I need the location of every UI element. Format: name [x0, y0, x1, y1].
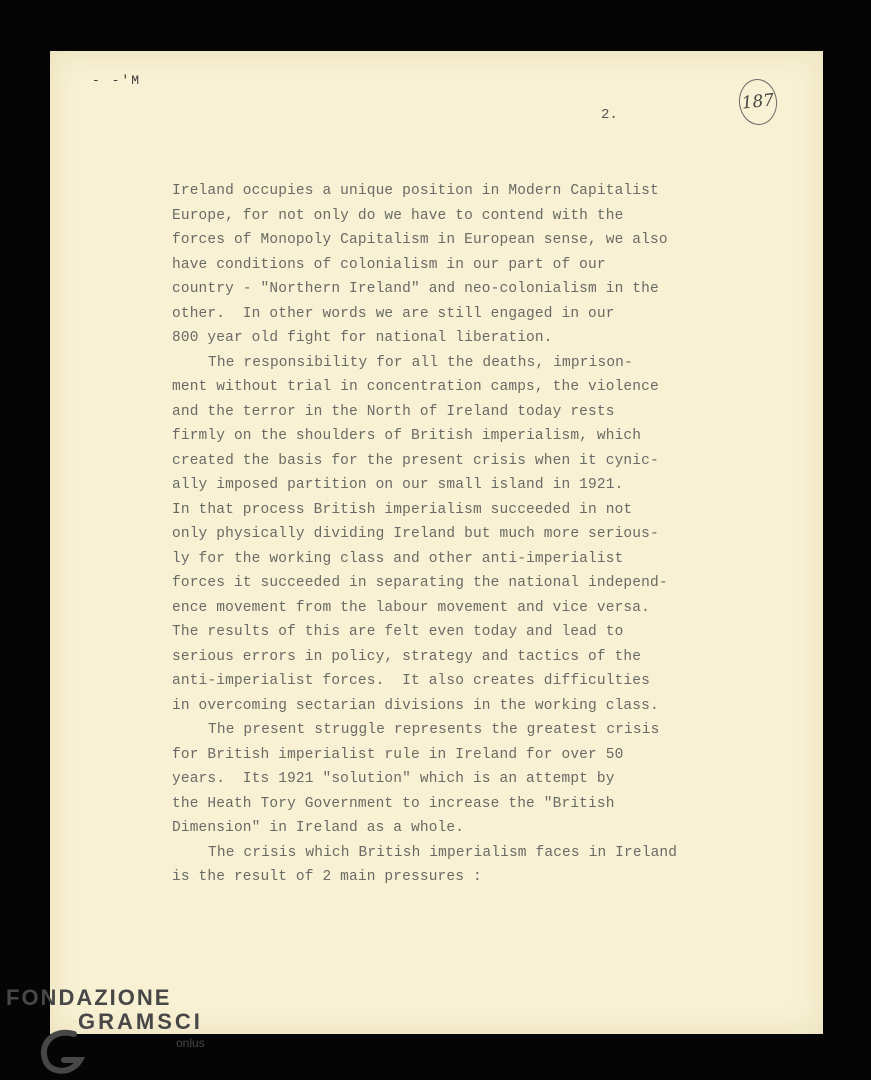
text-line: for British imperialist rule in Ireland for over 50	[172, 746, 624, 763]
text-line: The present struggle represents the greatest crisis	[208, 722, 660, 738]
watermark-line-1: FONDAZIONE	[6, 985, 172, 1010]
text-line: The crisis which British imperialism faces in Ireland	[208, 844, 678, 861]
text-line: forces of Monopoly Capitalism in European sense, we also	[172, 232, 668, 248]
text-line: serious errors in policy, strategy and tactics of the	[172, 648, 642, 665]
text-line: ence movement from the labour movement and vice versa.	[172, 599, 650, 616]
text-line: anti-imperialist forces. It also creates difficulties	[172, 673, 650, 689]
text-line: ally imposed partition on our small island in 1921.	[172, 477, 624, 493]
watermark-line-3: onlus	[176, 1036, 205, 1050]
archive-number-stamp	[737, 77, 780, 127]
typed-body-text	[172, 179, 732, 890]
text-line: Dimension" in Ireland as a whole.	[172, 820, 465, 836]
corner-pen-mark: - -'M	[92, 73, 142, 88]
page-number: 2.	[601, 107, 618, 123]
text-line: firmly on the shoulders of British imperialism, which	[172, 428, 642, 444]
text-line: in overcoming sectarian divisions in the working class.	[172, 697, 659, 714]
text-line: country - "Northern Ireland" and neo-colonialism in the	[172, 281, 659, 297]
text-line: In that process British imperialism succeeded in not	[172, 501, 633, 518]
document-page	[50, 51, 823, 1034]
text-line: only physically dividing Ireland but much more serious-	[172, 526, 659, 542]
text-line: created the basis for the present crisis when it cynic-	[172, 452, 659, 469]
text-line: forces it succeeded in separating the national independ-	[172, 575, 668, 591]
text-line: the Heath Tory Government to increase the "British	[172, 795, 615, 812]
text-line: 800 year old fight for national liberation.	[172, 330, 553, 346]
text-line: Europe, for not only do we have to contend with the	[172, 207, 624, 224]
text-line: years. Its 1921 "solution" which is an attempt by	[172, 771, 615, 787]
text-line: other. In other words we are still engaged in our	[172, 305, 615, 322]
watermark-swirl-icon	[34, 1024, 88, 1078]
text-line: ment without trial in concentration camps, the violence	[172, 379, 659, 395]
text-line: have conditions of colonialism in our part of our	[172, 256, 606, 273]
text-line: is the result of 2 main pressures :	[172, 869, 482, 885]
text-line: The results of this are felt even today and lead to	[172, 624, 624, 640]
text-line: The responsibility for all the deaths, imprison-	[208, 354, 633, 371]
text-line: and the terror in the North of Ireland today rests	[172, 403, 615, 420]
watermark-line-2: GRAMSCI	[78, 1009, 203, 1034]
text-line: ly for the working class and other anti-imperialist	[172, 550, 624, 567]
archive-number-text: 187	[740, 90, 776, 114]
text-line: Ireland occupies a unique position in Modern Capitalist	[172, 183, 659, 199]
